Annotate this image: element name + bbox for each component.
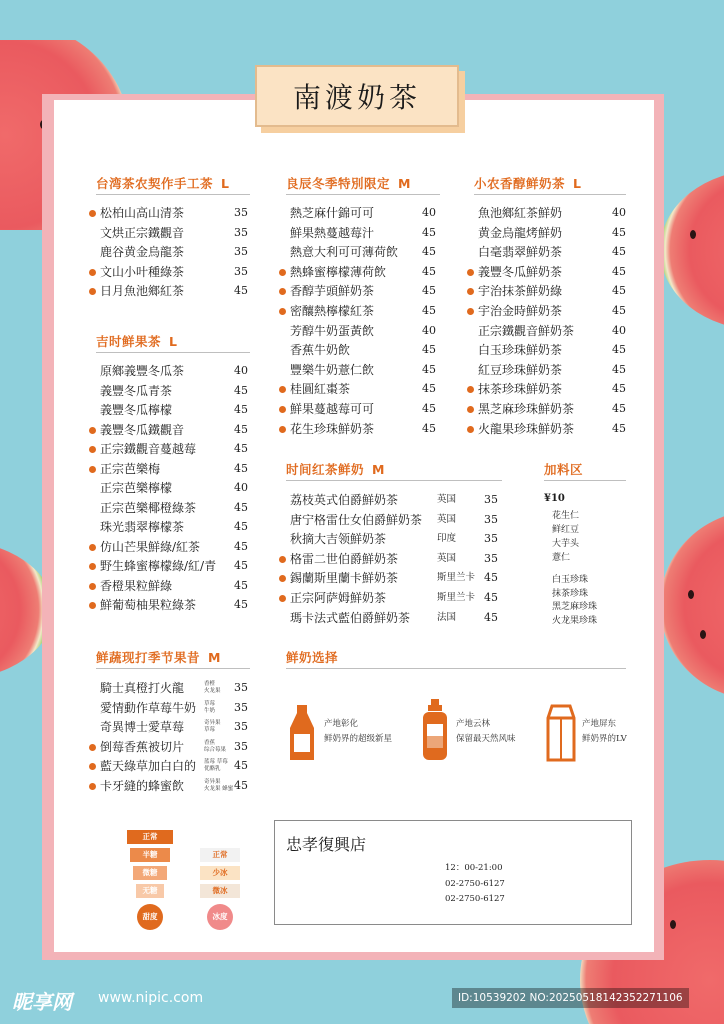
menu-item-name: 騎士真橙打火龍 [100,681,185,695]
highlight-dot-icon [279,308,286,315]
menu-item-price: 45 [612,304,626,317]
watermark-url: www.nipic.com [98,990,204,1006]
menu-item-name: 正宗芭樂檸檬 [100,481,173,495]
menu-item-price: 45 [234,520,248,533]
sweetness-level: 半糖 [130,848,170,862]
menu-item-name: 唐宁格雷仕女伯爵鮮奶茶 [290,512,423,527]
menu-item-price: 35 [234,720,248,734]
menu-item-name: 義豐冬瓜檸檬 [100,403,173,417]
menu-item-origin: 英国 [437,513,457,525]
menu-item-name: 正宗鐵觀音鮮奶茶 [478,323,575,338]
black_tea-section-title [286,460,385,478]
menu-item-price: 35 [484,493,498,506]
menu-item-name: 熱蜂蜜檸檬薄荷飲 [290,264,387,279]
menu-item-name: 熱意大利可可薄荷飲 [290,245,399,260]
menu-item-price: 35 [484,512,498,526]
milk-carton-icon [546,704,576,762]
watermelon-right-mid [660,510,724,700]
menu-item-name: 原鄉義豐冬瓜茶 [100,364,185,378]
fresh-milk-origin: 产地云林 [456,719,491,729]
menu-item-note: 草莓 [204,727,216,734]
highlight-dot-icon [89,269,96,276]
menu-item-name: 魚池鄉紅茶鮮奶 [478,206,563,220]
fresh-milk-origin: 产地彰化 [324,719,359,729]
menu-item-price: 45 [484,610,498,624]
highlight-dot-icon [279,426,286,433]
store-name: 忠孝復興店 [286,835,367,854]
addon-item: 黑芝麻珍珠 [552,602,598,612]
watermark-logo: 昵享网 [12,990,72,1014]
menu-item-price: 45 [234,461,248,475]
menu-item-price: 45 [234,442,248,455]
menu-item-name: 義豐冬瓜青茶 [100,383,173,398]
menu-item-name: 熱芝麻什錦可可 [290,206,375,220]
menu-item-name: 正宗阿萨姆鮮奶茶 [290,591,387,605]
menu-item-name: 錫蘭斯里蘭卡鮮奶茶 [290,571,399,586]
menu-item-price: 45 [234,383,248,397]
menu-item-price: 35 [234,700,248,714]
menu-item-name: 豐樂牛奶薏仁飲 [290,362,375,377]
addons-price: ¥10 [544,493,565,504]
menu-item-price: 45 [422,402,436,415]
sweetness-level: 正常 [127,830,173,844]
ice-level: 正常 [200,848,240,862]
menu-item-name: 芳醇牛奶蛋黃飲 [290,323,375,338]
sweetness-level: 微糖 [133,866,167,880]
menu-item-name: 黄金烏龍烤鮮奶 [478,225,563,240]
menu-item-price: 40 [234,481,248,494]
highlight-dot-icon [467,269,474,276]
black_tea-size-label: M [372,462,385,477]
menu-item-name: 宇治金時鮮奶茶 [478,304,563,318]
menu-item-price: 45 [422,382,436,396]
highlight-dot-icon [467,406,474,413]
milk-section-title [474,174,581,192]
menu-item-note: 火龙果 [204,688,221,694]
menu-item-price: 35 [234,225,248,239]
watermark-id: ID:10539202 NO:20250518142352271106 [452,988,689,1008]
fruit-title-text: 吉时鲜果茶 [96,334,162,349]
addon-item: 火龙果珍珠 [552,615,598,626]
highlight-dot-icon [89,288,96,295]
addon-item: 鲜红豆 [552,525,580,535]
menu-item-price: 45 [234,284,248,297]
taiwan-section-title [96,174,229,192]
menu-item-price: 45 [234,598,248,611]
menu-item-price: 45 [612,284,626,298]
taiwan-divider [96,194,250,195]
seasonal-size-label: M [398,176,411,191]
seasonal-divider [286,194,440,195]
fruit-size-label: L [169,334,178,349]
menu-item-name: 珠光翡翠檸檬茶 [100,520,185,534]
sweetness-badge: 甜度 [137,904,163,930]
menu-item-name: 紅豆珍珠鮮奶茶 [478,362,563,377]
fresh_juice-size-label: M [208,650,221,665]
milk-bottle-icon [288,704,316,762]
menu-item-name: 文烘正宗鐵觀音 [100,225,185,240]
menu-item-note: 牛奶 [204,707,216,714]
menu-item-price: 45 [234,500,248,514]
addons-divider [544,480,626,481]
menu-item-origin: 印度 [437,533,457,545]
menu-item-price: 45 [234,759,248,773]
milk-title-text: 小农香醇鲜奶茶 [474,176,566,191]
menu-item-price: 45 [484,571,498,585]
menu-item-price: 40 [612,206,626,219]
menu-item-price: 45 [612,225,626,239]
highlight-dot-icon [89,602,96,609]
menu-item-name: 愛情動作草莓牛奶 [100,700,197,715]
watermelon-right-top [660,170,724,330]
menu-item-price: 35 [234,739,248,753]
store-hours: 12：00-21:00 [445,863,503,873]
menu-item-name: 火龍果珍珠鮮奶茶 [478,421,575,436]
menu-item-name: 香蕉牛奶飲 [290,343,351,358]
menu-item-price: 45 [422,245,436,259]
menu-item-name: 黑芝麻珍珠鮮奶茶 [478,402,575,416]
menu-item-name: 奇異博士愛草莓 [100,720,185,735]
addons-section-title: 加料区 [544,462,584,477]
addon-item: 抹茶珍珠 [552,588,589,599]
menu-item-price: 45 [234,539,248,553]
menu-item-price: 40 [422,206,436,219]
menu-item-name: 密釀熱檸檬紅茶 [290,304,375,318]
menu-item-price: 45 [612,362,626,376]
highlight-dot-icon [279,406,286,413]
menu-item-price: 35 [234,681,248,694]
highlight-dot-icon [89,427,96,434]
menu-item-price: 40 [422,323,436,337]
ice-level: 少冰 [200,866,240,880]
menu-item-name: 義豐冬瓜鐵觀音 [100,422,185,437]
menu-item-name: 松柏山高山清茶 [100,206,185,220]
seasonal-section-title [286,174,411,192]
fresh-milk-tagline: 鲜奶界的超级新星 [324,734,393,744]
menu-item-note: 香蕉 [204,739,216,746]
milk-jug-icon [420,698,450,762]
menu-item-name: 正宗芭樂梅 [100,461,161,476]
menu-item-name: 鹿谷黄金烏龍茶 [100,245,185,259]
menu-item-price: 45 [612,264,626,278]
highlight-dot-icon [89,210,96,217]
menu-item-origin: 英国 [437,494,457,505]
fresh_juice-divider [96,668,250,669]
menu-item-origin: 斯里兰卡 [437,572,476,584]
menu-item-name: 正宗芭樂椰橙綠茶 [100,500,197,515]
menu-item-price: 45 [422,343,436,357]
highlight-dot-icon [279,269,286,276]
menu-item-note: 奇异果 [204,720,221,727]
milk-size-label: L [573,176,582,191]
menu-item-name: 義豐冬瓜鮮奶茶 [478,264,563,279]
menu-item-price: 45 [612,343,626,357]
menu-title: 南渡奶茶 [255,65,459,127]
menu-item-name: 白毫翡翠鮮奶茶 [478,245,563,260]
taiwan-size-label: L [221,176,230,191]
menu-item-price: 35 [484,551,498,565]
menu-item-name: 鮮果熱蔓越莓汁 [290,225,375,240]
menu-item-name: 宇治抹茶鮮奶綠 [478,284,563,299]
menu-item-price: 45 [234,559,248,572]
menu-item-name: 白玉珍珠鮮奶茶 [478,343,563,358]
menu-item-price: 45 [612,382,626,396]
menu-item-name: 香橙果粒鮮綠 [100,578,173,593]
highlight-dot-icon [89,744,96,751]
menu-item-name: 桂圓紅棗茶 [290,382,351,397]
menu-item-name: 格雷二世伯爵鮮奶茶 [290,551,399,566]
highlight-dot-icon [89,446,96,453]
menu-item-price: 45 [422,225,436,239]
fresh-milk-section-title: 鲜奶选择 [286,650,339,665]
menu-item-price: 35 [234,206,248,219]
menu-item-price: 45 [422,284,436,298]
menu-item-name: 花生珍珠鮮奶茶 [290,421,375,436]
menu-item-name: 荔枝英式伯爵鮮奶茶 [290,493,399,507]
menu-item-price: 45 [484,591,498,604]
sweetness-level: 无糖 [136,884,164,898]
menu-item-name: 鮮果蔓越莓可可 [290,402,375,416]
highlight-dot-icon [89,583,96,590]
menu-item-note: 火龙果 蜂蜜 [204,786,234,792]
taiwan-title-text: 台湾茶农契作手工茶 [96,176,214,191]
menu-item-price: 45 [234,779,248,792]
black_tea-title-text: 时间红茶鲜奶 [286,462,365,477]
highlight-dot-icon [279,595,286,602]
menu-item-note: 香橙 [204,681,216,687]
black_tea-divider [286,480,502,481]
menu-item-price: 35 [234,264,248,278]
addon-item: 大芋头 [552,539,580,549]
menu-item-note: 蓝莓 草莓 [204,759,228,766]
store-phone-1: 02-2750-6127 [445,879,505,889]
highlight-dot-icon [89,563,96,570]
menu-item-name: 秋摘大吉领鮮奶茶 [290,532,387,547]
menu-item-price: 40 [234,364,248,377]
store-phone-2: 02-2750-6127 [445,894,505,904]
menu-item-name: 野生蜂蜜檸檬綠/紅/青 [100,559,217,573]
highlight-dot-icon [467,308,474,315]
menu-item-name: 文山小叶種綠茶 [100,264,185,279]
menu-item-name: 香醇芋頭鮮奶茶 [290,284,375,299]
menu-item-price: 45 [422,362,436,376]
menu-item-price: 45 [422,304,436,317]
menu-item-price: 45 [234,422,248,436]
menu-item-price: 40 [612,323,626,337]
menu-item-origin: 英国 [437,552,457,564]
menu-item-name: 卡牙縫的蜂蜜飲 [100,779,185,793]
ice-badge: 冰度 [207,904,233,930]
highlight-dot-icon [89,544,96,551]
menu-item-price: 45 [612,402,626,415]
fresh_juice-section-title [96,648,221,666]
highlight-dot-icon [89,783,96,790]
addon-item: 薏仁 [552,553,571,563]
fresh-milk-origin: 产地屏东 [582,719,617,729]
milk-divider [474,194,626,195]
fresh-milk-divider [286,668,626,669]
menu-item-name: 瑪卡法式藍伯爵鮮奶茶 [290,610,411,625]
menu-item-price: 45 [422,421,436,435]
addon-item: 花生仁 [552,511,580,521]
menu-item-price: 45 [422,264,436,278]
fruit-divider [96,352,250,353]
menu-item-price: 45 [234,403,248,416]
menu-item-note: 草莓 [204,700,216,707]
menu-item-name: 正宗鐵觀音蔓越莓 [100,442,197,456]
menu-item-note: 奇异果 [204,779,221,785]
fresh_juice-title-text: 鲜蔬现打季节果昔 [96,650,201,665]
menu-item-price: 45 [612,421,626,435]
menu-item-price: 45 [612,245,626,259]
menu-item-origin: 法国 [437,611,457,623]
highlight-dot-icon [279,556,286,563]
menu-item-name: 倒莓香蕉被切片 [100,739,185,754]
menu-item-price: 35 [234,245,248,258]
menu-item-price: 35 [484,532,498,546]
highlight-dot-icon [89,466,96,473]
ice-level: 微冰 [200,884,240,898]
highlight-dot-icon [467,426,474,433]
addon-item: 白玉珍珠 [552,575,589,585]
fresh-milk-tagline: 保留最天然风味 [456,734,516,744]
menu-item-price: 45 [234,578,248,592]
menu-item-name: 仿山芒果鮮綠/紅茶 [100,539,201,554]
menu-item-note: 综合莓果 [204,746,227,753]
fruit-section-title [96,332,177,350]
seasonal-title-text: 良辰冬季特別限定 [286,176,391,191]
menu-item-name: 藍天綠草加白白的 [100,759,197,774]
menu-item-name: 鮮葡萄柚果粒綠茶 [100,598,197,612]
menu-item-note: 优酪乳 [204,766,221,773]
menu-item-origin: 斯里兰卡 [437,592,476,603]
menu-item-name: 日月魚池鄉紅茶 [100,284,185,298]
fresh-milk-tagline: 鲜奶界的LV [582,734,627,744]
menu-item-name: 抹茶珍珠鮮奶茶 [478,382,563,397]
